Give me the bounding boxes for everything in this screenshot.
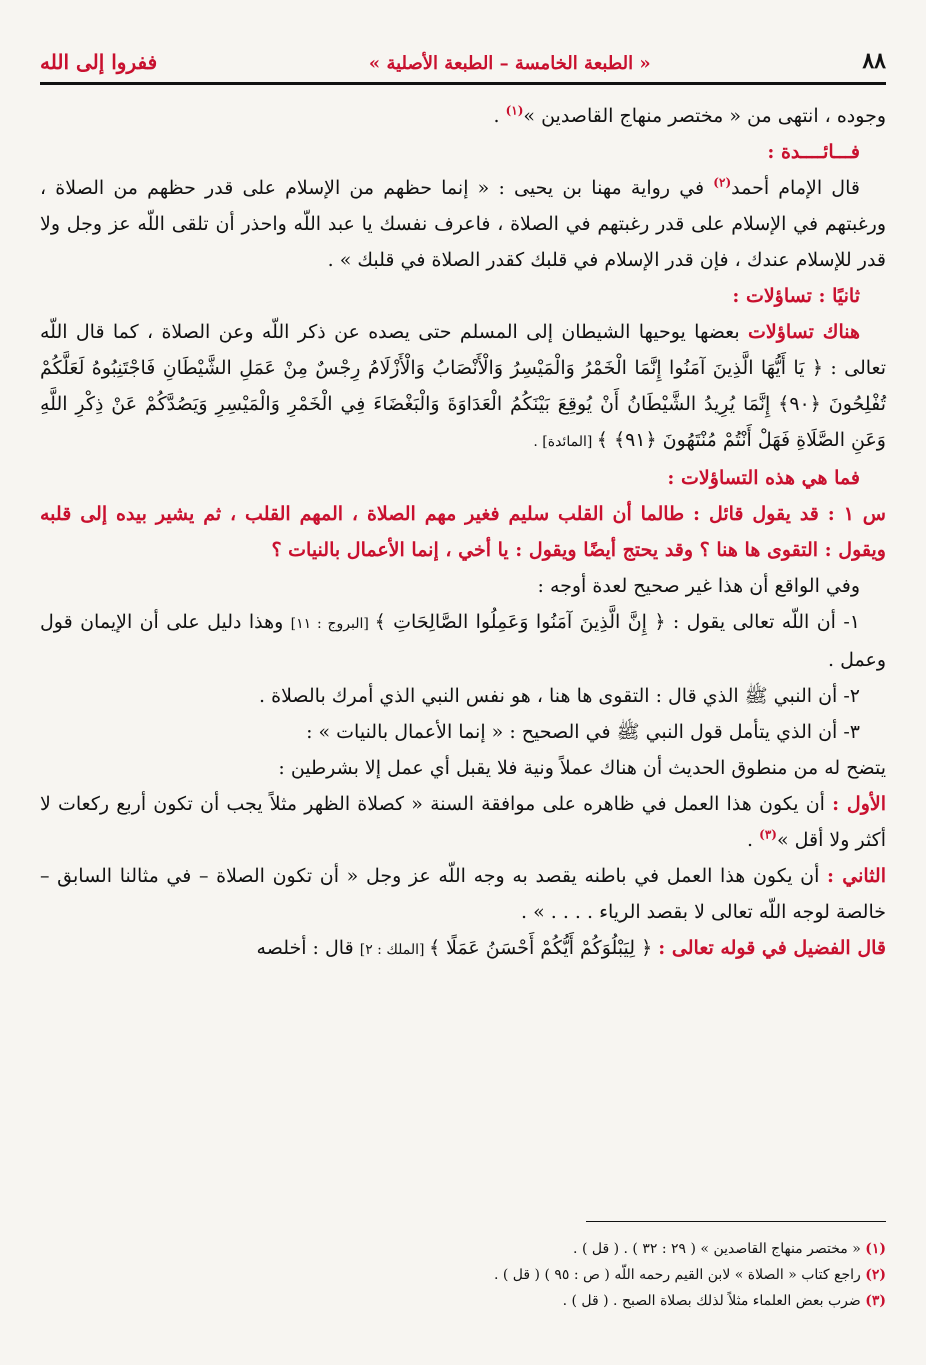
heading-text: فما هي هذه التساؤلات : [667, 467, 860, 489]
label-fudayl: قال الفضيل في قوله تعالى : [658, 937, 886, 959]
highlight-text: هناك تساؤلات [747, 321, 860, 343]
verse-source: [المائدة] . [533, 434, 597, 450]
text-span: وفي الواقع أن هذا غير صحيح لعدة أوجه : [537, 575, 860, 597]
paragraph-quran-maidah [40, 314, 886, 460]
footnote-ref-1: (١) [505, 103, 524, 118]
text-span: ٢- أن النبي ﷺ الذي قال : التقوى ها هنا ، هو نفس النبي الذي أمرك بالصلاة . [259, 685, 860, 707]
page-header [40, 38, 886, 74]
subheading-fama [40, 460, 886, 496]
page-number: ٨٨ [862, 48, 886, 74]
text-span: وجوده ، انتهى من « مختصر منهاج القاصدين » [523, 105, 886, 127]
label-second: الثاني : [827, 865, 886, 887]
point-2 [40, 678, 886, 714]
footnote-text: ضرب بعض العلماء مثلاً لذلك بصلاة الصبح . ( قل ) . [562, 1293, 866, 1309]
subheading-tasaulat [40, 278, 886, 314]
footnote-1 [40, 1236, 886, 1262]
paragraph-fudayl [40, 930, 886, 968]
footnote-2 [40, 1262, 886, 1288]
text-span: . [493, 105, 506, 127]
text-span: ٣- أن الذي يتأمل قول النبي ﷺ في الصحيح : « إنما الأعمال بالنيات » : [306, 721, 860, 743]
footnote-3 [40, 1288, 886, 1314]
heading-text: ثانيًا : تساؤلات : [732, 285, 860, 307]
text-span: ﴿ لِيَبْلُوَكُمْ أَيُّكُمْ أَحْسَنُ عَمَلًا ﴾ [428, 937, 659, 959]
text-span: في رواية مهنا بن يحيى : « إنما حظهم من الإسلام على قدر حظهم من الصلاة ، ورغبتهم في الإسلام على قدر رغبتهم في الصلاة ، فاعرف نفسك يا عبد اللّه واحذر أن تلقى اللّه عز وجل ولا قدر للإسلام عندك ، فإن قدر الإسلام في قلبك كقدر الصلاة في قلبك » . [40, 177, 886, 271]
footnote-text: « مختصر منهاج القاصدين » ( ٢٩ : ٣٢ ) . ( قل ) . [573, 1241, 866, 1257]
footnote-ref-3: (٣) [759, 827, 777, 842]
condition-first [40, 786, 886, 858]
footnote-number: (٣) [865, 1293, 886, 1309]
question-1 [40, 496, 886, 568]
paragraph-conditions [40, 750, 886, 786]
footnote-text: راجع كتاب « الصلاة » لابن القيم رحمه اللّه ( ص : ٩٥ ) ( قل ) . [493, 1267, 866, 1283]
text-span: . [747, 829, 760, 851]
text-span: أن يكون هذا العمل في باطنه يقصد به وجه اللّه عز وجل « أن تكون الصلاة – في مثالنا السابق – خالصة لوجه اللّه تعالى لا بقصد الرياء . . . . » . [40, 865, 886, 923]
label-first: الأول : [832, 793, 886, 815]
condition-second [40, 858, 886, 930]
heading-text: فـــائــــدة : [767, 141, 860, 163]
page-body [40, 98, 886, 968]
footnote-number: (٢) [865, 1267, 886, 1283]
footnote-ref-2: (٢) [713, 175, 732, 190]
footnotes [40, 1236, 886, 1314]
footnote-number: (١) [865, 1241, 886, 1257]
verse-source: [الملك : ٢] [359, 942, 429, 958]
header-rule [40, 82, 886, 85]
verse-source: [البروج : ١١] [290, 616, 375, 632]
text-span: أن يكون هذا العمل في ظاهره على موافقة السنة « كصلاة الظهر مثلاً يجب أن تكون أربع ركعات لا أكثر ولا أقل » [40, 793, 886, 851]
paragraph-intro [40, 98, 886, 134]
paragraph-ahmad-quote [40, 170, 886, 278]
text-span: بعضها يوحيها الشيطان إلى المسلم حتى يصده عن ذكر اللّه وعن الصلاة ، كما قال اللّه تعالى : ﴿ يَا أَيُّهَا الَّذِينَ آمَنُوا إِنَّمَا الْخَمْرُ وَالْمَيْسِرُ وَالْأَنْصَابُ وَالْأَزْلَامُ رِجْسٌ مِنْ عَمَلِ الشَّيْطَانِ فَاجْتَنِبُوهُ لَعَلَّكُمْ تُفْلِحُونَ ﴿٩٠﴾ إِنَّمَا يُرِيدُ الشَّيْطَانُ أَنْ يُوقِعَ بَيْنَكُمُ الْعَدَاوَةَ وَالْبَغْضَاءَ فِي الْخَمْرِ وَالْمَيْسِرِ وَيَصُدَّكُمْ عَنْ ذِكْرِ اللَّهِ وَعَنِ الصَّلَاةِ فَهَلْ أَنْتُمْ مُنْتَهُونَ ﴿٩١﴾ ﴾ [40, 321, 886, 451]
point-1 [40, 604, 886, 678]
text-span: قال الإمام أحمد [731, 177, 860, 199]
question-text: س ١ : قد يقول قائل : طالما أن القلب سليم فغير مهم الصلاة ، المهم القلب ، ثم يشير بيده إلى قلبه ويقول : التقوى ها هنا ؟ وقد يحتج أيضًا ويقول : يا أخي ، إنما الأعمال بالنيات ؟ [40, 503, 886, 561]
footnote-rule [586, 1221, 886, 1222]
text-span: ١- أن اللّه تعالى يقول : ﴿ إِنَّ الَّذِينَ آمَنُوا وَعَمِلُوا الصَّالِحَاتِ ﴾ [374, 611, 860, 633]
book-title: ففروا إلى الله [40, 50, 158, 74]
text-span: يتضح له من منطوق الحديث أن هناك عملاً ونية فلا يقبل أي عمل إلا بشرطين : [278, 757, 886, 779]
point-3 [40, 714, 886, 750]
edition-label: « الطبعة الخامسة – الطبعة الأصلية » [368, 53, 651, 74]
paragraph-reply [40, 568, 886, 604]
text-span: قال : أخلصه [256, 937, 360, 959]
subheading-fayida [40, 134, 886, 170]
text-span: وهذا دليل على أن الإيمان قول وعمل . [40, 611, 886, 671]
